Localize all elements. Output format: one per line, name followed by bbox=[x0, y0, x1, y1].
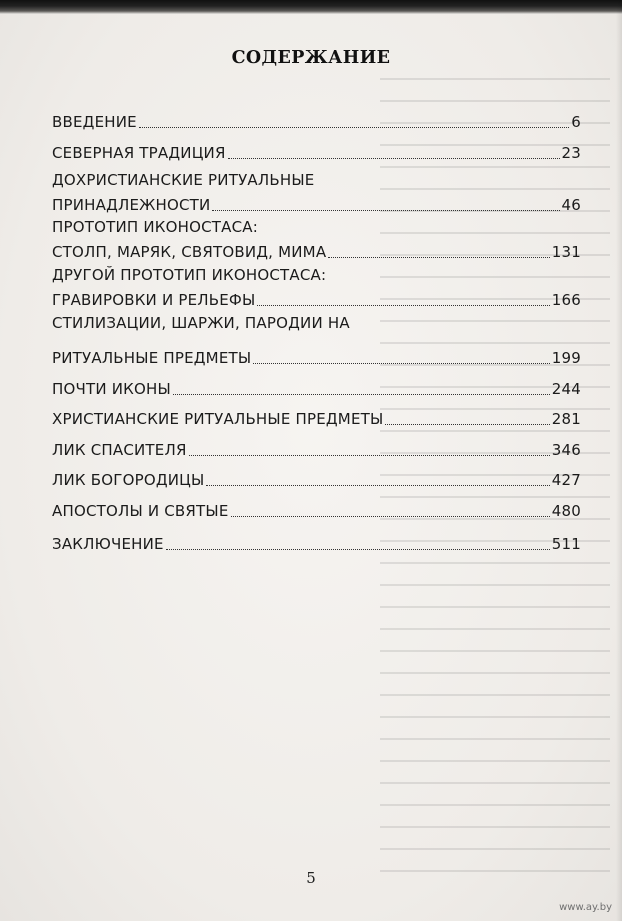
toc-entry-another-prototype[interactable] bbox=[52, 266, 581, 310]
toc-entry-line bbox=[52, 410, 581, 429]
page-number: 5 bbox=[306, 869, 316, 887]
toc-entry-pre-christian[interactable] bbox=[52, 171, 581, 215]
scan-right-shadow bbox=[616, 0, 622, 921]
toc-entry-title: ЗАКЛЮЧЕНИЕ bbox=[52, 535, 164, 553]
dot-leader bbox=[385, 423, 549, 425]
toc-entry-title: ВВЕДЕНИЕ bbox=[52, 113, 137, 131]
toc-page-number: 166 bbox=[551, 291, 581, 309]
toc-entry-conclusion[interactable] bbox=[52, 535, 581, 554]
toc-page-number: 281 bbox=[551, 410, 581, 428]
toc-page-number: 199 bbox=[551, 349, 581, 367]
toc-page-number: 480 bbox=[551, 502, 581, 520]
watermark: www.ay.by bbox=[559, 902, 612, 913]
toc-page-number: 6 bbox=[571, 113, 581, 131]
toc-entry-face-of-savior[interactable] bbox=[52, 441, 581, 460]
toc-entry-northern-tradition[interactable] bbox=[52, 144, 581, 163]
toc-entry-line bbox=[52, 535, 581, 554]
dot-leader bbox=[206, 484, 549, 486]
toc-entry-title: ПОЧТИ ИКОНЫ bbox=[52, 380, 171, 398]
dot-leader bbox=[228, 157, 560, 159]
toc-entry-line bbox=[52, 441, 581, 460]
dot-leader bbox=[212, 209, 559, 211]
toc-entry-title-line: ДОХРИСТИАНСКИЕ РИТУАЛЬНЫЕ bbox=[52, 171, 315, 189]
toc-entry-title-line: СТИЛИЗАЦИИ, ШАРЖИ, ПАРОДИИ НА bbox=[52, 314, 350, 332]
toc-entry-title: АПОСТОЛЫ И СВЯТЫЕ bbox=[52, 502, 229, 520]
toc-entry-title: ЛИК СПАСИТЕЛЯ bbox=[52, 441, 187, 459]
toc-entry-title: ГРАВИРОВКИ И РЕЛЬЕФЫ bbox=[52, 291, 256, 309]
toc-entry-title: ХРИСТИАНСКИЕ РИТУАЛЬНЫЕ ПРЕДМЕТЫ bbox=[52, 410, 384, 428]
dot-leader bbox=[253, 362, 549, 364]
toc-entry-face-of-theotokos[interactable] bbox=[52, 471, 581, 490]
toc-page-number: 427 bbox=[551, 471, 581, 489]
dot-leader bbox=[189, 454, 550, 456]
toc-entry-line bbox=[52, 380, 581, 399]
toc-entry-line bbox=[52, 144, 581, 163]
toc-entry-title-line: ПРОТОТИП ИКОНОСТАСА: bbox=[52, 218, 258, 236]
dot-leader bbox=[257, 304, 549, 306]
toc-entry-title-line: ДРУГОЙ ПРОТОТИП ИКОНОСТАСА: bbox=[52, 266, 327, 284]
toc-entry-line bbox=[52, 349, 581, 368]
toc-entry-line bbox=[52, 243, 581, 262]
toc-entry-christian-ritual-objects[interactable] bbox=[52, 410, 581, 429]
toc-entry-line bbox=[52, 113, 581, 132]
toc-entry-line bbox=[52, 471, 581, 490]
toc-entry-title: СЕВЕРНАЯ ТРАДИЦИЯ bbox=[52, 144, 226, 162]
toc-page-number: 23 bbox=[561, 144, 581, 162]
toc-entry-title: ПРИНАДЛЕЖНОСТИ bbox=[52, 196, 211, 214]
toc-page-number: 346 bbox=[551, 441, 581, 459]
dot-leader bbox=[231, 515, 550, 517]
scan-top-edge bbox=[0, 0, 622, 14]
toc-entry-line bbox=[52, 196, 581, 215]
toc-entry-introduction[interactable] bbox=[52, 113, 581, 132]
toc-entry-almost-icons[interactable] bbox=[52, 380, 581, 399]
dot-leader bbox=[173, 393, 550, 395]
toc-entry-iconostasis-prototype[interactable] bbox=[52, 218, 581, 262]
toc-entry-line bbox=[52, 291, 581, 310]
toc-entry-apostles-and-saints[interactable] bbox=[52, 502, 581, 521]
dot-leader bbox=[328, 256, 549, 258]
toc-title: СОДЕРЖАНИЕ bbox=[231, 48, 391, 68]
toc-entry-title: ЛИК БОГОРОДИЦЫ bbox=[52, 471, 205, 489]
toc-page-number: 131 bbox=[551, 243, 581, 261]
toc-entry-stylizations[interactable] bbox=[52, 314, 581, 368]
toc-page-number: 46 bbox=[561, 196, 581, 214]
toc-entry-title: СТОЛП, МАРЯК, СВЯТОВИД, МИМА bbox=[52, 243, 327, 261]
toc-entry-title: РИТУАЛЬНЫЕ ПРЕДМЕТЫ bbox=[52, 349, 252, 367]
dot-leader bbox=[166, 548, 550, 550]
toc-entry-line bbox=[52, 502, 581, 521]
toc-page-number: 511 bbox=[551, 535, 581, 553]
toc-page-number: 244 bbox=[551, 380, 581, 398]
dot-leader bbox=[139, 126, 569, 128]
